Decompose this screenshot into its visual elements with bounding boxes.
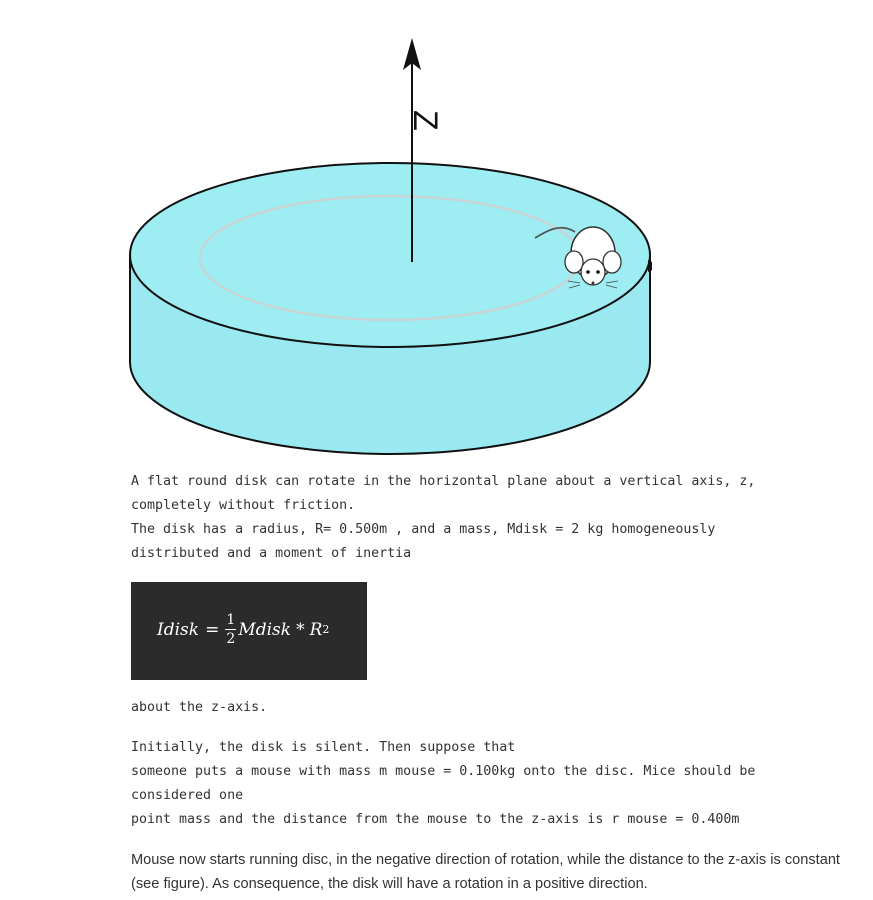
conclusion-paragraph: Mouse now starts running disc, in the negative direction of rotation, while the distance to the z-axis is constant (see figure). As consequence, the disk will have a rotation in a positive direction. (131, 852, 840, 892)
moment-of-inertia-formula (157, 612, 329, 647)
fraction-bar (225, 629, 236, 630)
after-formula-text (131, 696, 851, 720)
intro-line: completely without friction. (131, 498, 356, 513)
intro-paragraph (131, 470, 851, 566)
setup-line: Initially, the disk is silent. Then suppose that (131, 740, 516, 755)
intro-line: A flat round disk can rotate in the horizontal plane about a vertical axis, z, (131, 474, 756, 489)
after-formula-line: about the z-axis. (131, 700, 268, 715)
formula-operator: * (296, 619, 305, 640)
formula-lhs: Idisk (157, 619, 200, 640)
formula-mass: Mdisk (238, 619, 292, 640)
rim-mark (648, 260, 652, 272)
z-axis-label: Z (406, 110, 444, 131)
intro-line: The disk has a radius, R= 0.500m , and a mass, Mdisk = 2 kg homogeneously (131, 522, 716, 537)
formula-radius: R (309, 619, 323, 640)
setup-paragraph (131, 736, 851, 832)
formula-numerator: 1 (226, 612, 236, 628)
formula-box (131, 582, 367, 680)
intro-line: distributed and a moment of inertia (131, 546, 412, 561)
setup-line: point mass and the distance from the mouse to the z-axis is r mouse = 0.400m (131, 812, 740, 827)
setup-line: considered one (131, 788, 244, 803)
formula-exponent: 2 (322, 623, 330, 636)
setup-line: someone puts a mouse with mass m mouse = 0.100kg onto the disc. Mice should be (131, 764, 756, 779)
formula-equals: = (205, 619, 220, 640)
formula-fraction (225, 612, 236, 647)
formula-denominator: 2 (226, 631, 236, 647)
